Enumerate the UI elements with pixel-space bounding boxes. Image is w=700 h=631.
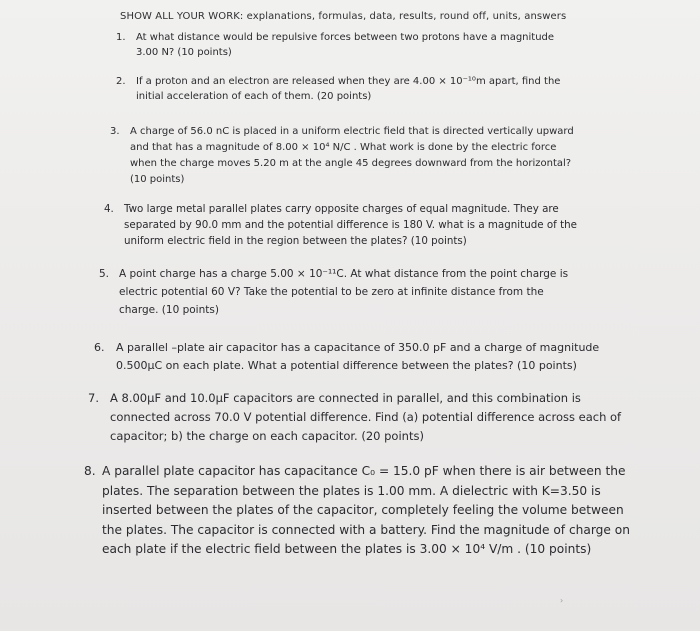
question-text-line: A 8.00μF and 10.0μF capacitors are connected in parallel, and this combination is	[110, 391, 581, 405]
question-text-line: (10 points)	[130, 174, 185, 185]
question-text-line: inserted between the plates of the capacitor, completely feeling the volume between	[102, 503, 624, 517]
question-2	[116, 74, 560, 104]
question-number: 2.	[116, 76, 126, 87]
question-number: 4.	[104, 203, 114, 215]
stray-mark: ›	[560, 596, 564, 605]
question-text-line: Two large metal parallel plates carry opposite charges of equal magnitude. They are	[124, 203, 559, 215]
question-text-line: A parallel plate capacitor has capacitance C₀ = 15.0 pF when there is air between the	[102, 464, 626, 478]
question-4	[104, 201, 577, 249]
question-text-line: capacitor; b) the charge on each capacitor. (20 points)	[110, 429, 424, 443]
instructions-header: SHOW ALL YOUR WORK: explanations, formulas, data, results, round off, units, answers	[120, 11, 567, 22]
question-text-line: each plate if the electric field between the plates is 3.00 × 10⁴ V/m . (10 points)	[102, 542, 592, 556]
question-text-line: electric potential 60 V? Take the potential to be zero at infinite distance from the	[119, 286, 544, 298]
question-text-line: connected across 70.0 V potential difference. Find (a) potential difference across each of	[110, 410, 622, 424]
question-text-line: and that has a magnitude of 8.00 × 10⁴ N/C . What work is done by the electric force	[130, 142, 557, 153]
question-8	[84, 462, 630, 560]
question-text-line: A charge of 56.0 nC is placed in a uniform electric field that is directed vertically upward	[130, 126, 574, 137]
question-text-line: charge. (10 points)	[119, 304, 219, 316]
question-text-line: 0.500μC on each plate. What a potential difference between the plates? (10 points)	[116, 359, 577, 372]
question-number: 6.	[94, 341, 105, 354]
question-text-line: 3.00 N? (10 points)	[136, 47, 232, 58]
question-number: 5.	[99, 268, 110, 280]
question-7	[88, 389, 621, 446]
question-1	[116, 30, 554, 60]
question-number: 8.	[84, 464, 96, 478]
question-number: 7.	[88, 391, 99, 405]
question-text-line: A point charge has a charge 5.00 × 10⁻¹¹C. At what distance from the point charge is	[119, 268, 569, 280]
question-text-line: At what distance would be repulsive forces between two protons have a magnitude	[136, 32, 555, 43]
question-text-line: If a proton and an electron are released when they are 4.00 × 10⁻¹⁰m apart, find the	[136, 76, 561, 87]
question-number: 3.	[110, 126, 120, 137]
question-3	[110, 124, 574, 188]
question-text-line: plates. The separation between the plates is 1.00 mm. A dielectric with K=3.50 is	[102, 483, 601, 498]
question-text-line: initial acceleration of each of them. (20 points)	[136, 91, 372, 102]
question-text-line: the plates. The capacitor is connected with a battery. Find the magnitude of charge on	[102, 522, 630, 537]
question-text-line: separated by 90.0 mm and the potential difference is 180 V. what is a magnitude of the	[124, 219, 577, 231]
question-text-line: uniform electric field in the region between the plates? (10 points)	[124, 235, 467, 247]
question-5	[99, 265, 568, 319]
question-6	[94, 339, 599, 375]
question-number: 1.	[116, 32, 126, 43]
question-text-line: A parallel –plate air capacitor has a capacitance of 350.0 pF and a charge of magnitude	[116, 341, 600, 354]
question-text-line: when the charge moves 5.20 m at the angle 45 degrees downward from the horizontal?	[130, 158, 572, 169]
